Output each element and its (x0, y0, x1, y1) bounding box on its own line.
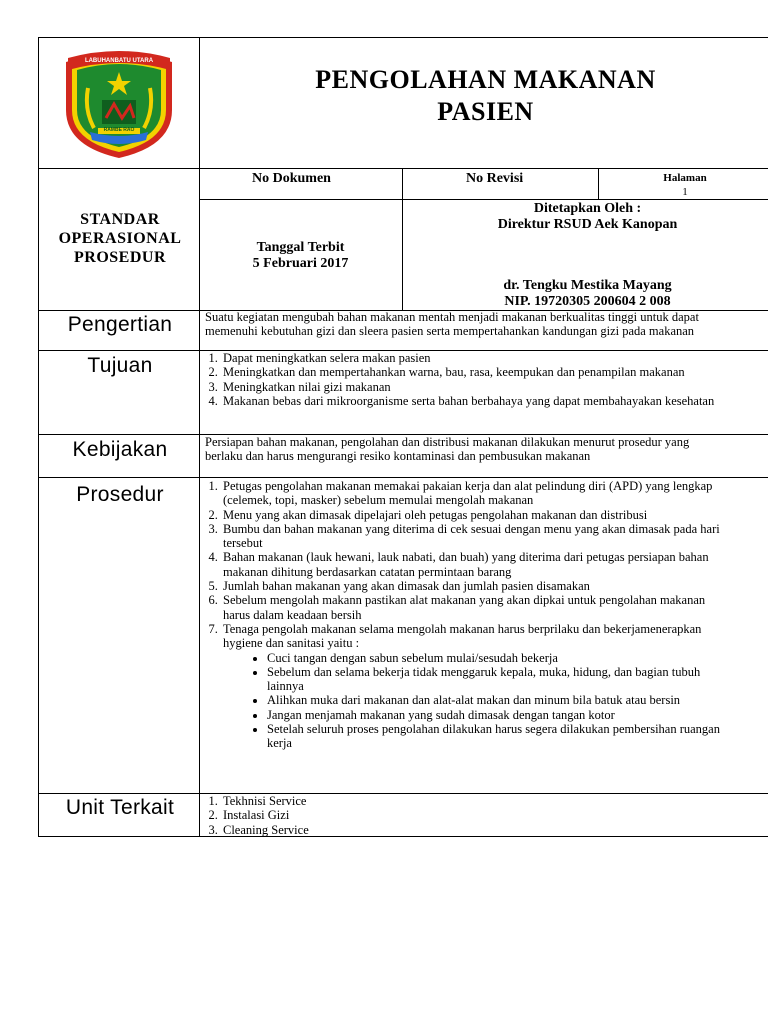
tujuan-label: Tujuan (87, 354, 153, 377)
tanggal-terbit-value: 5 Februari 2017 (252, 256, 349, 271)
pengertian-text: Suatu kegiatan mengubah bahan makanan mentah menjadi makanan berkualitas tinggi untuk dapat memenuhi kebutuhan gizi dan sleera pasien serta mempertahankan kandungan gizi pada makanan (205, 310, 699, 339)
signatory-nip: NIP. 19720305 200604 2 008 (504, 294, 671, 309)
bullet-item: • Setelah seluruh proses pengolahan dilakukan harus segera dilakukan pembersihan ruangan kerja (267, 722, 725, 751)
bullet-item: • Jangan menjamah makanan yang sudah dimasak dengan tangan kotor (267, 708, 725, 722)
no-revisi-label: No Revisi (466, 171, 524, 186)
list-item: 3. Meningkatkan nilai gizi makanan (221, 380, 725, 394)
grid-line (199, 37, 200, 836)
bullet-item: • Sebelum dan selama bekerja tidak menggaruk kepala, muka, hidung, dan bagian tubuh lainnya (267, 665, 725, 694)
sop-line-1: STANDAR (80, 211, 160, 228)
grid-line (38, 168, 768, 169)
sop-line-3: PROSEDUR (73, 249, 166, 266)
list-item: 1. Dapat meningkatkan selera makan pasien (221, 351, 725, 365)
prosedur-label: Prosedur (76, 483, 164, 506)
title-line-1: PENGOLAHAN MAKANAN (315, 65, 656, 94)
grid-line (38, 477, 768, 478)
list-item: 3. Bumbu dan bahan makanan yang diterima di cek sesuai dengan menu yang akan dimasak pada hari tersebut (221, 522, 725, 551)
grid-line (598, 168, 599, 199)
list-item: 2. Instalasi Gizi (221, 808, 725, 822)
list-item: 1. Tekhnisi Service (221, 794, 725, 808)
halaman-value: 1 (682, 186, 688, 198)
tujuan-list (205, 351, 725, 408)
prosedur-list (205, 479, 725, 751)
bullet-item: • Alihkan muka dari makanan dan alat-alat makan dan minum bila batuk atau bersin (267, 693, 725, 707)
logo-text-bottom: RAMBE RAO (103, 127, 135, 133)
list-item: 6. Sebelum mengolah makann pastikan alat makanan yang akan dipkai untuk pengolahan makanan harus dalam keadaan bersih (221, 593, 725, 622)
list-item: 3. Cleaning Service (221, 823, 725, 837)
ditetapkan-label: Ditetapkan Oleh : (533, 201, 642, 216)
logo-text-top: LABUHANBATU UTARA (84, 58, 154, 64)
regency-logo (58, 48, 180, 160)
page-title (200, 64, 768, 128)
hygiene-bullet-list (223, 651, 725, 751)
list-item: 4. Makanan bebas dari mikroorganisme serta bahan berbahaya yang dapat membahayakan kesehatan (221, 394, 725, 408)
unit-terkait-label: Unit Terkait (65, 796, 175, 819)
list-item: 2. Meningkatkan dan mempertahankan warna, bau, rasa, keempukan dan penampilan makanan (221, 365, 725, 379)
signatory-name: dr. Tengku Mestika Mayang (503, 278, 672, 293)
no-dokumen-label: No Dokumen (252, 171, 331, 186)
list-item: 2. Menu yang akan dimasak dipelajari oleh petugas pengolahan makanan dan distribusi (221, 508, 725, 522)
ditetapkan-position: Direktur RSUD Aek Kanopan (497, 217, 678, 232)
kebijakan-label: Kebijakan (72, 438, 168, 461)
list-item-text: Tenaga pengolah makanan selama mengolah makanan harus berprilaku dan bekerjamenerapkan hygiene dan sanitasi yaitu : (223, 621, 702, 651)
tanggal-terbit-label: Tanggal Terbit (256, 240, 345, 255)
sop-line-2: OPERASIONAL (58, 230, 182, 247)
regency-emblem-icon (58, 48, 180, 160)
list-item: 5. Jumlah bahan makanan yang akan dimasak dan jumlah pasien disamakan (221, 579, 725, 593)
list-item (221, 622, 725, 751)
halaman-label: Halaman (663, 172, 707, 184)
kebijakan-text: Persiapan bahan makanan, pengolahan dan distribusi makanan dilakukan menurut prosedur yang berlaku dan harus mengurangi resiko kontaminasi dan pembusukan makanan (205, 435, 690, 464)
list-item: 1. Petugas pengolahan makanan memakai pakaian kerja dan alat pelindung diri (APD) yang lengkap (celemek, topi, masker) sebelum memulai mengolah makanan (221, 479, 725, 508)
list-item: 4. Bahan makanan (lauk hewani, lauk nabati, dan buah) yang diterima dari petugas persiapan bahan makanan dihitung berdasarkan catatan permintaan barang (221, 550, 725, 579)
bullet-item: • Cuci tangan dengan sabun sebelum mulai/sesudah bekerja (267, 651, 725, 665)
sop-label (40, 210, 200, 267)
pengertian-label: Pengertian (67, 313, 173, 336)
title-line-2: PASIEN (437, 97, 534, 126)
unit-terkait-list (205, 794, 725, 837)
